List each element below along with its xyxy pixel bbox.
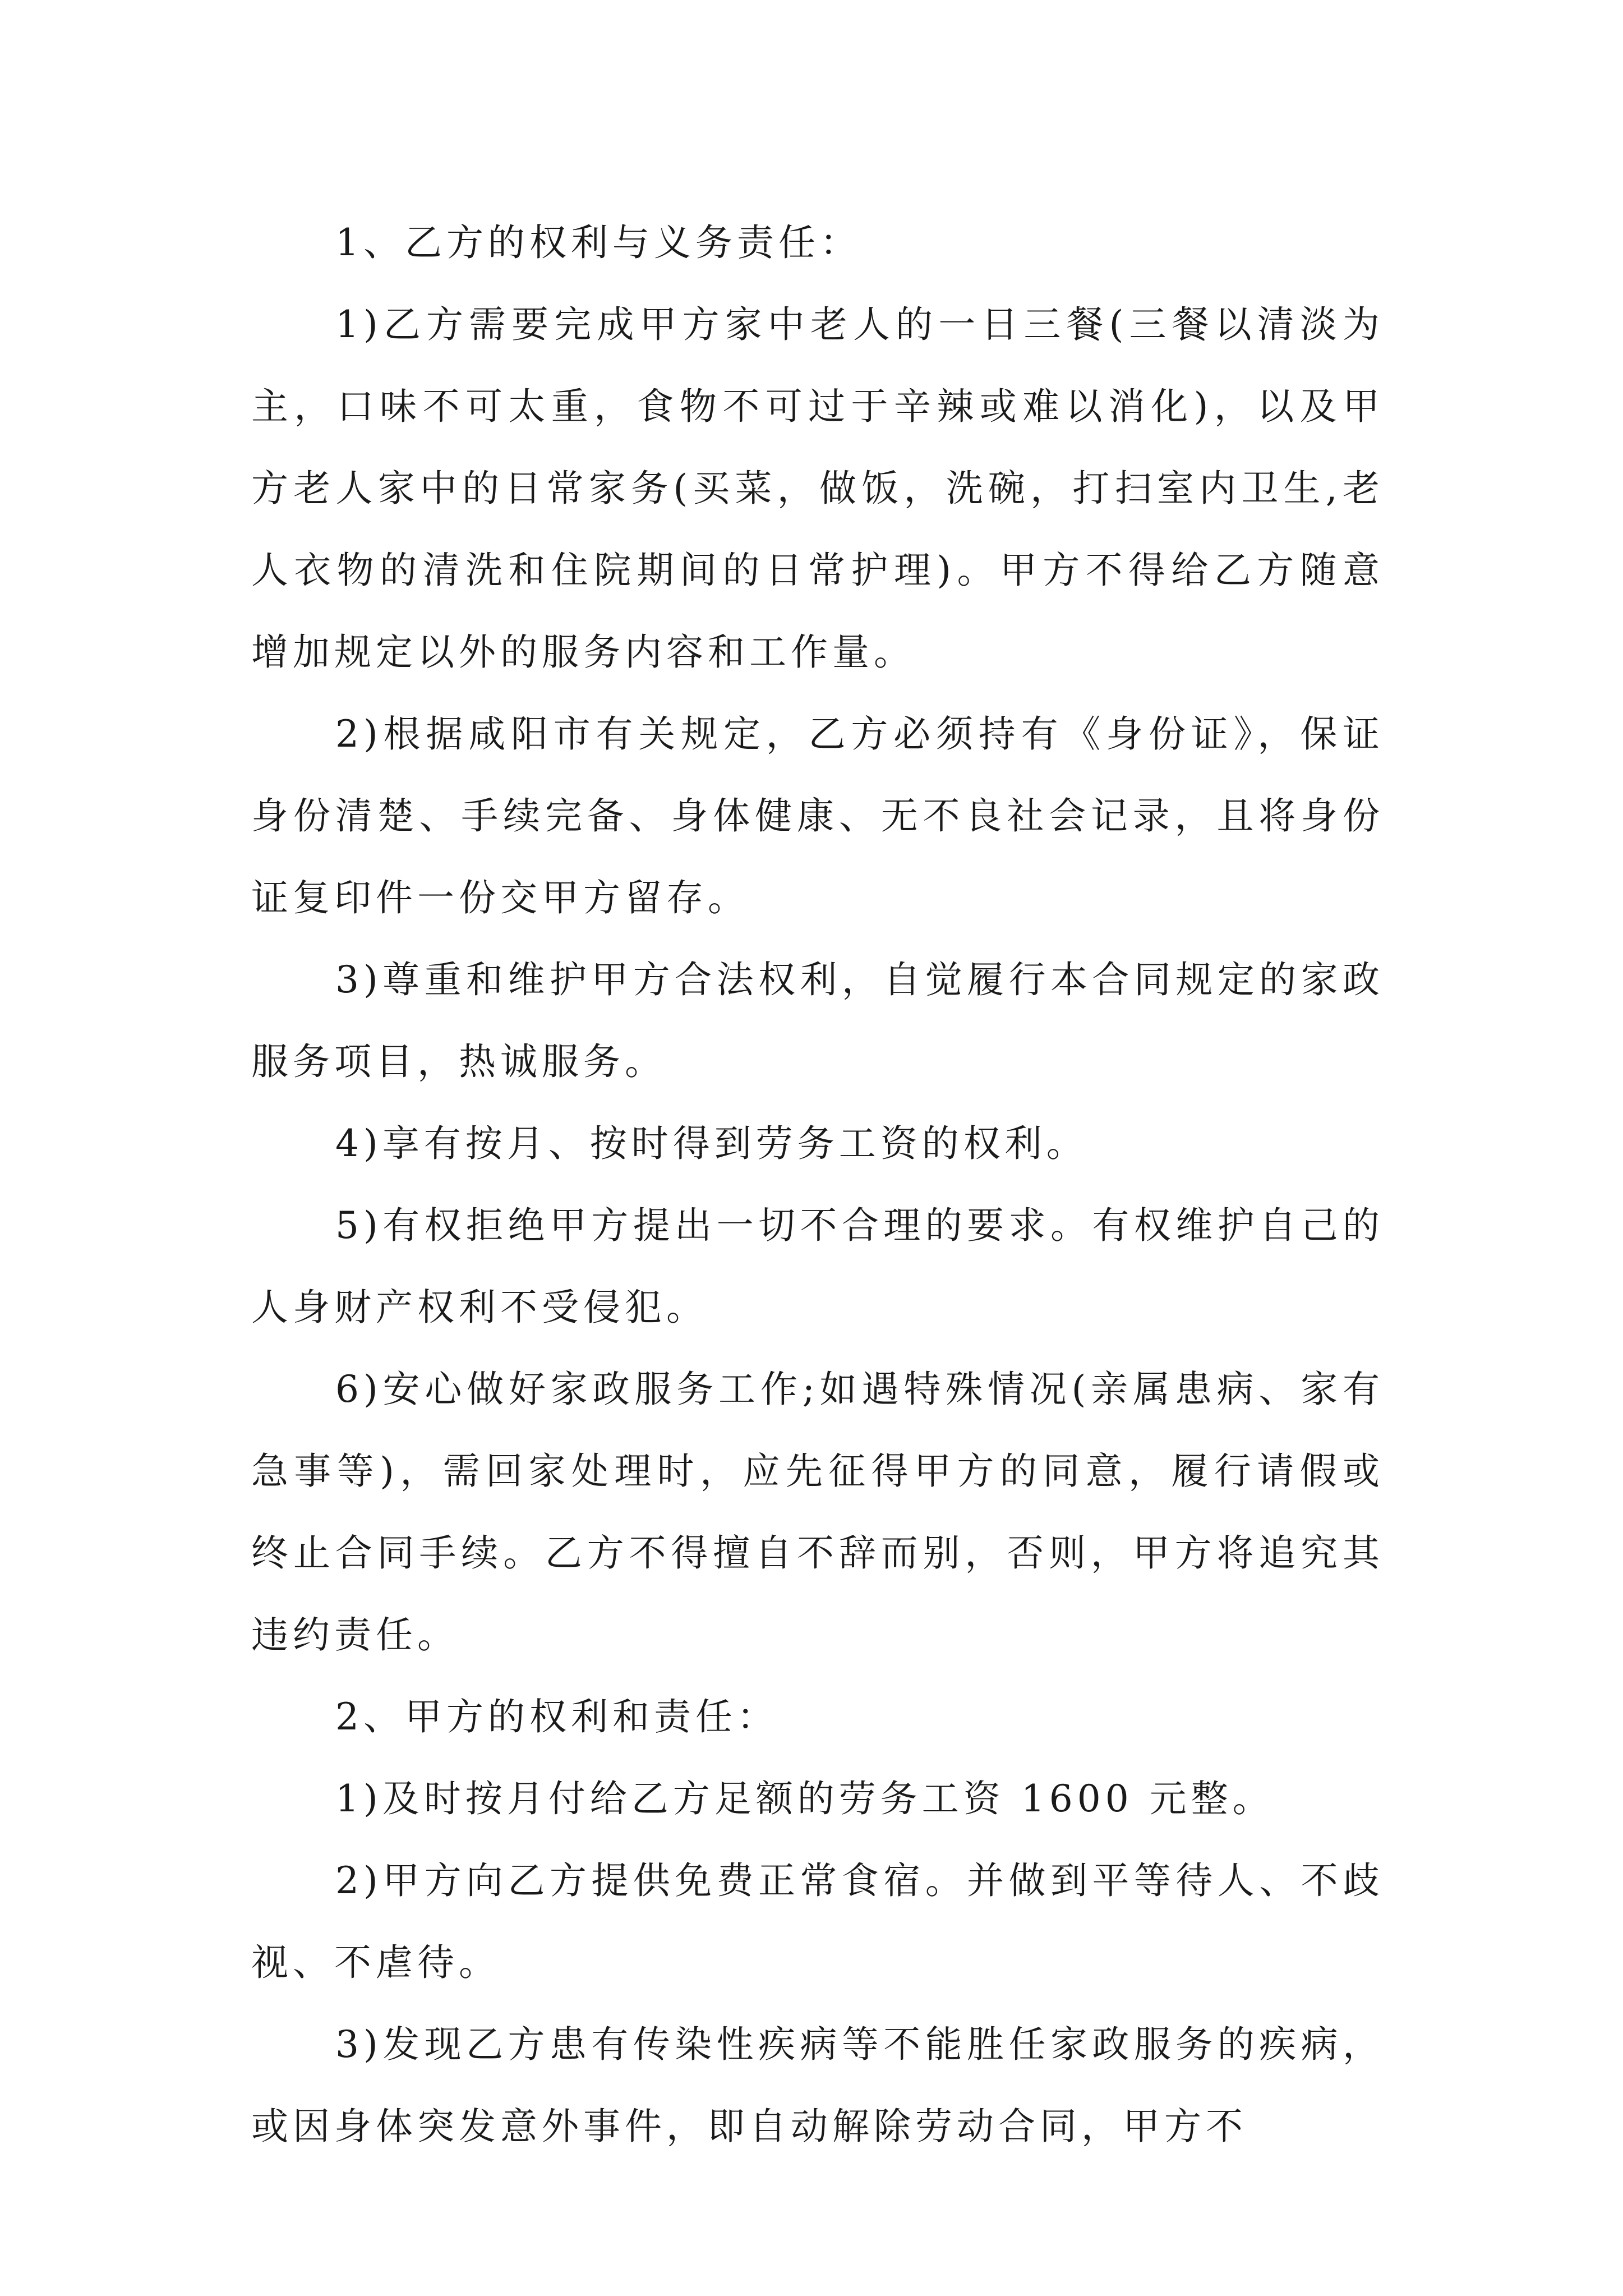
section-heading-party-a: 2、甲方的权利和责任： <box>335 1695 778 1738</box>
clause-b-4: 4)享有按月、按时得到劳务工资的权利。 <box>335 1122 1088 1165</box>
document-body <box>251 202 1384 2168</box>
clause-b-3: 3)尊重和维护甲方合法权利，自觉履行本合同规定的家政服务项目，热诚服务。 <box>251 958 1384 1083</box>
clause-b-6: 6)安心做好家政服务工作;如遇特殊情况(亲属患病、家有急事等)，需回家处理时，应先征得甲方的同意，履行请假或终止合同手续。乙方不得擅自不辞而别，否则，甲方将追究其违约责任。 <box>251 1368 1384 1657</box>
clause-b-5: 5)有权拒绝甲方提出一切不合理的要求。有权维护自己的人身财产权利不受侵犯。 <box>251 1204 1384 1329</box>
clause-b-2: 2)根据咸阳市有关规定，乙方必须持有《身份证》，保证身份清楚、手续完备、身体健康、无不良社会记录，且将身份证复印件一份交甲方留存。 <box>251 712 1384 919</box>
clause-a-2: 2)甲方向乙方提供免费正常食宿。并做到平等待人、不歧视、不虐待。 <box>251 1859 1384 1984</box>
clause-a-1: 1)及时按月付给乙方足额的劳务工资 1600 元整。 <box>335 1777 1274 1820</box>
clause-b-1: 1)乙方需要完成甲方家中老人的一日三餐(三餐以清淡为主，口味不可太重，食物不可过于辛辣或难以消化)，以及甲方老人家中的日常家务(买菜，做饭，洗碗，打扫室内卫生,老人衣物的清洗和住院期间的日常护理)。甲方不得给乙方随意增加规定以外的服务内容和工作量。 <box>251 303 1384 674</box>
clause-a-3: 3)发现乙方患有传染性疾病等不能胜任家政服务的疾病，或因身体突发意外事件，即自动解除劳动合同，甲方不 <box>251 2023 1384 2148</box>
section-heading-party-b: 1、乙方的权利与义务责任： <box>335 221 861 264</box>
